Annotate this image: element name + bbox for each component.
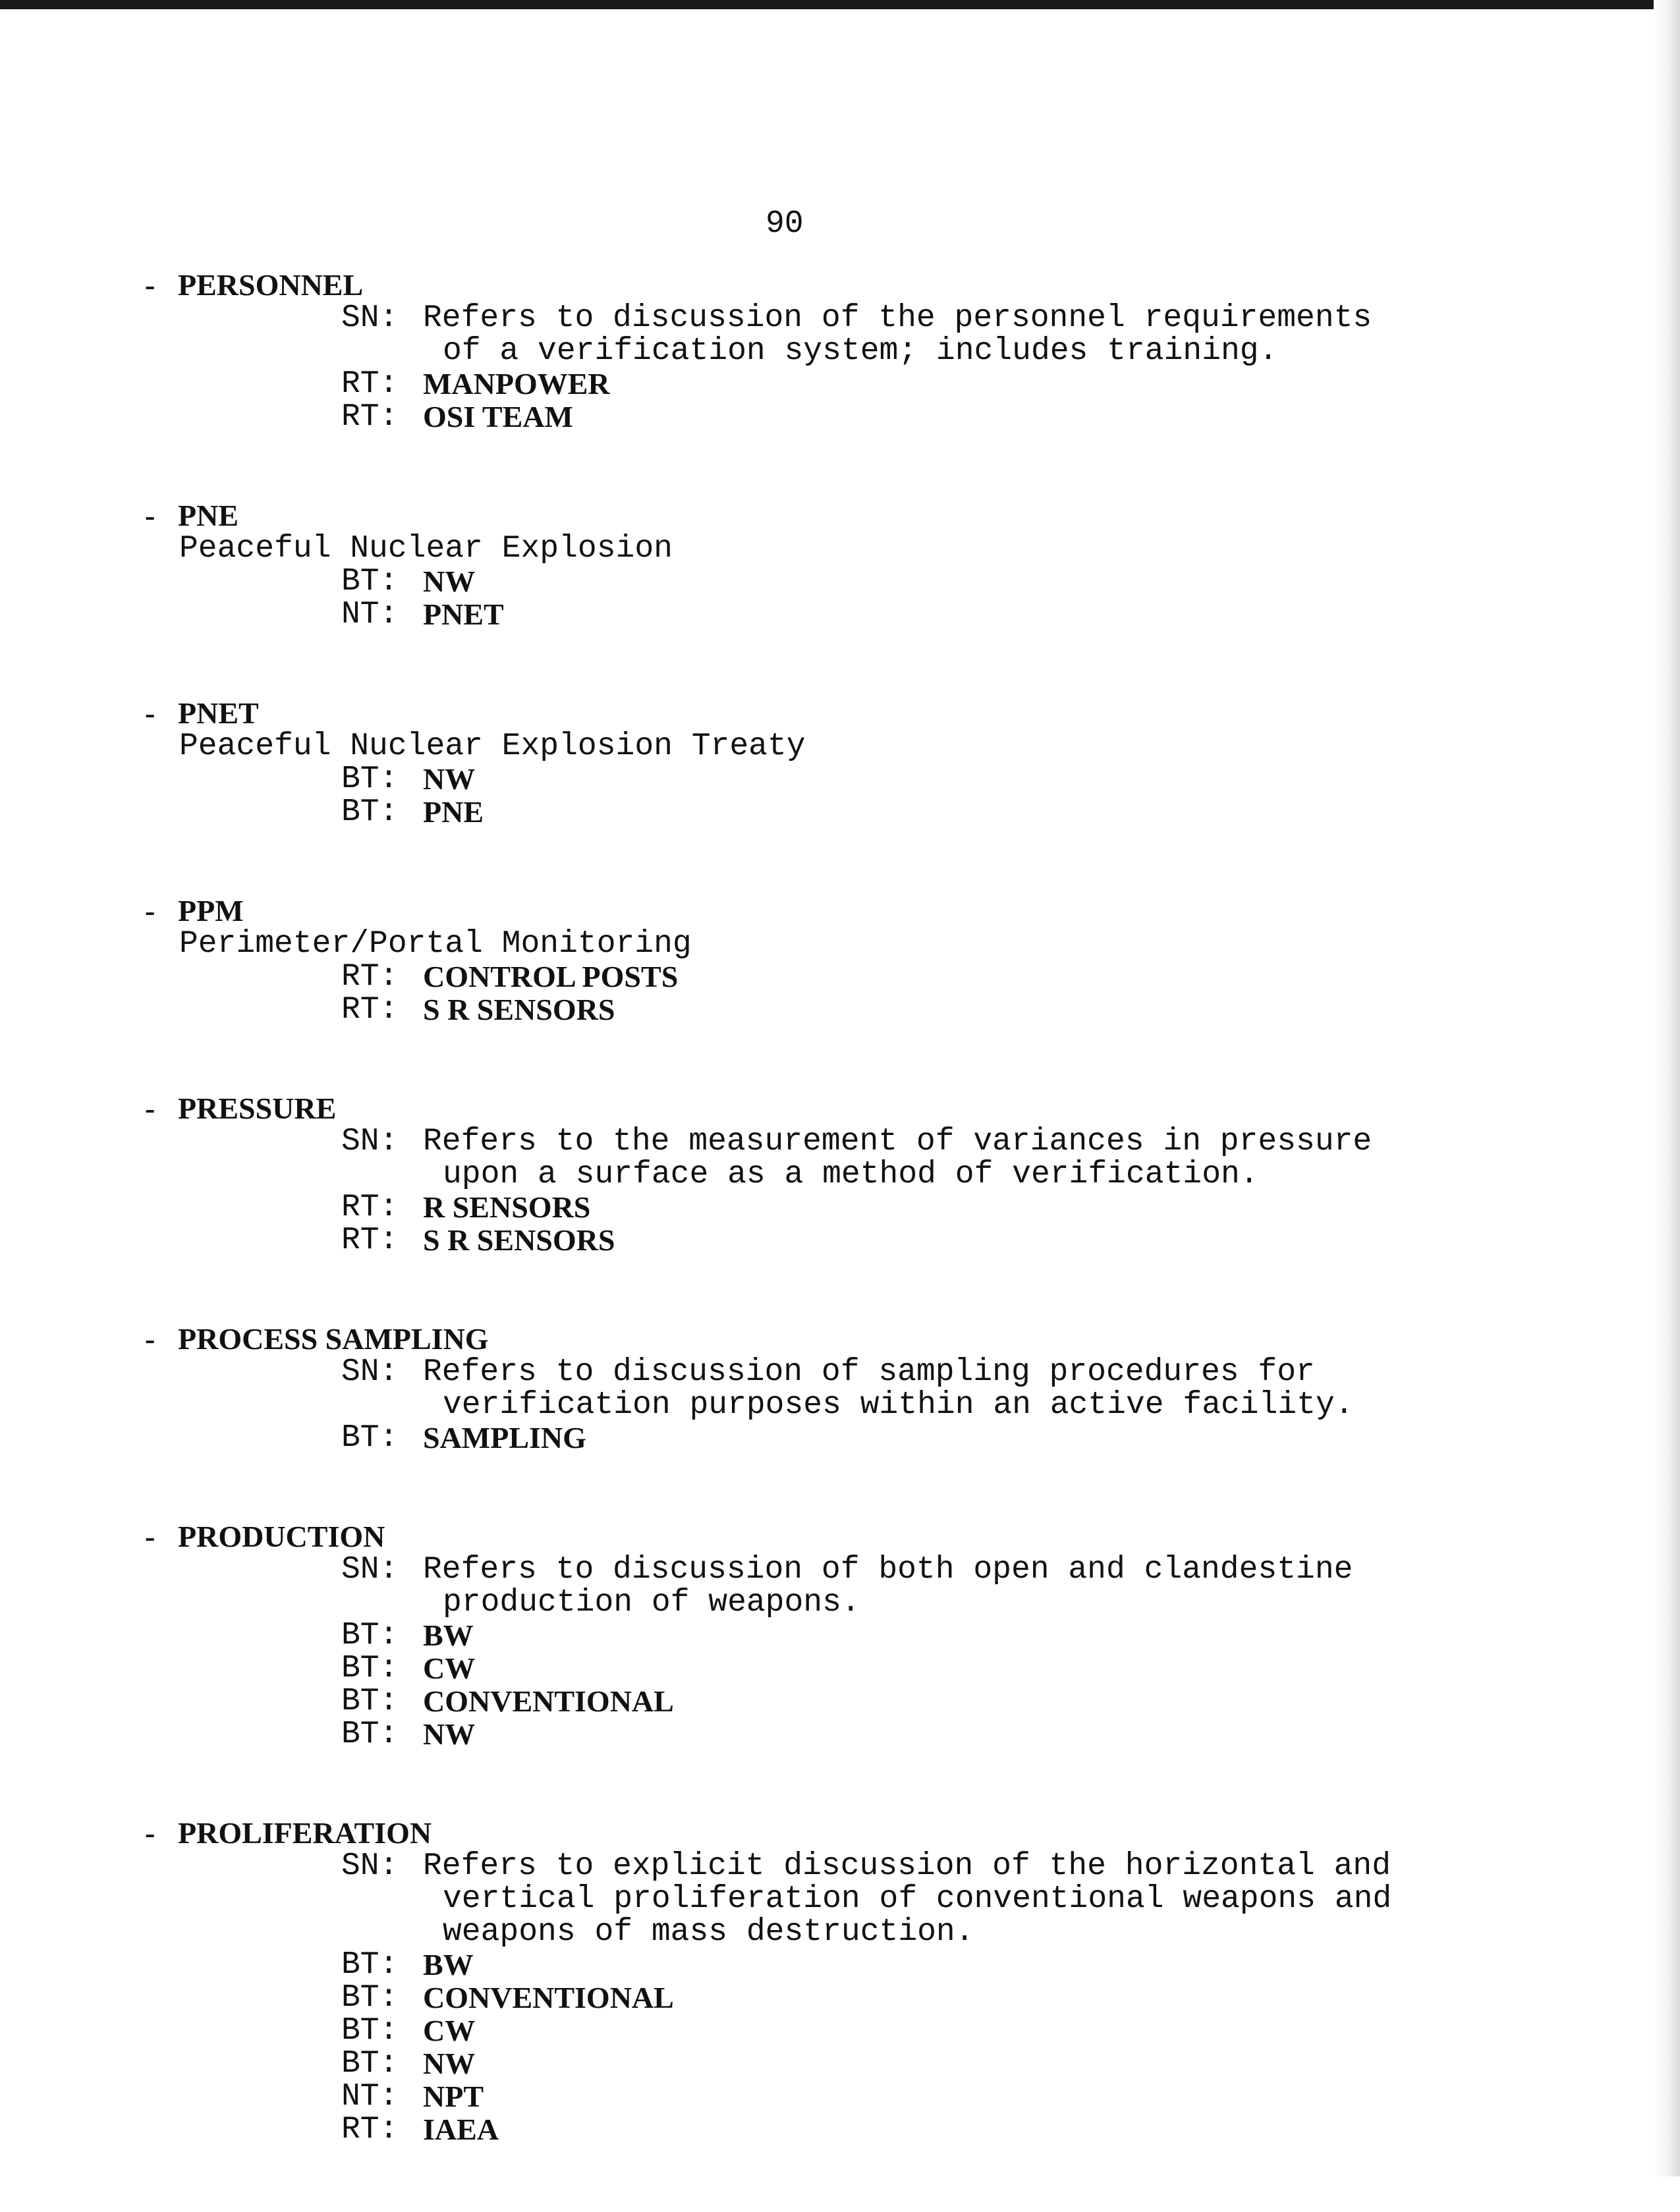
entry-term: PROLIFERATION [178, 1816, 432, 1850]
relation-term: CW [423, 2014, 476, 2047]
relation-code: BT: [341, 1947, 399, 1983]
thesaurus-entry [145, 1520, 1528, 1751]
relation-term: NW [423, 565, 476, 598]
relation-code: RT: [341, 1223, 399, 1258]
scan-right-edge [1654, 0, 1680, 2176]
relation-code: BT: [341, 2013, 399, 2049]
relation-line [145, 2113, 1528, 2146]
entry-heading [145, 1323, 1528, 1356]
relation-code: BT: [341, 1684, 399, 1719]
relation-code: NT: [341, 2079, 399, 2115]
relation-code: BT: [341, 564, 399, 599]
entry-heading [145, 697, 1528, 730]
relation-term: MANPOWER [423, 367, 610, 401]
relation-code: BT: [341, 1651, 399, 1686]
page-number: 90 [766, 206, 804, 242]
scope-note-line: of a verification system; includes training. [443, 333, 1278, 369]
entry-heading [145, 269, 1528, 302]
entry-term: PNET [178, 696, 259, 730]
relation-line [145, 1619, 1528, 1652]
scope-note-line: upon a surface as a method of verification. [443, 1157, 1259, 1192]
relation-line [145, 1652, 1528, 1685]
relation-term: BW [423, 1618, 474, 1652]
relation-line [145, 2014, 1528, 2047]
relation-line [145, 1949, 1528, 1981]
scope-note-code: SN: [341, 1354, 399, 1390]
relation-line [145, 1981, 1528, 2014]
scope-note-line: Refers to discussion of the personnel requirements [423, 300, 1372, 336]
entry-dash: - [145, 499, 155, 532]
entry-heading [145, 1520, 1528, 1553]
scope-note-line: production of weapons. [443, 1585, 860, 1620]
entry-term: PROCESS SAMPLING [178, 1322, 489, 1356]
scope-note-line: weapons of mass destruction. [443, 1914, 974, 1950]
relation-line [145, 1191, 1528, 1224]
entry-expansion: Perimeter/Portal Monitoring [179, 926, 692, 962]
relation-code: BT: [341, 1618, 399, 1653]
entry-dash: - [145, 1322, 155, 1356]
relation-line [145, 1422, 1528, 1454]
entry-dash: - [145, 268, 155, 302]
entry-term: PPM [178, 894, 244, 927]
relation-code: RT: [341, 992, 399, 1028]
thesaurus-entry [145, 895, 1528, 1026]
scope-note-line: Refers to explicit discussion of the horizontal and [423, 1848, 1391, 1884]
relation-code: BT: [341, 761, 399, 797]
relation-term: S R SENSORS [423, 993, 615, 1026]
relation-line [145, 565, 1528, 598]
thesaurus-entry [145, 697, 1528, 829]
relation-code: BT: [341, 1717, 399, 1752]
entry-expansion: Peaceful Nuclear Explosion [179, 531, 673, 567]
relation-line [145, 598, 1528, 631]
entry-expansion: Peaceful Nuclear Explosion Treaty [179, 729, 806, 764]
entry-dash: - [145, 696, 155, 730]
relation-code: RT: [341, 959, 399, 995]
relation-line [145, 1685, 1528, 1718]
relation-line [145, 796, 1528, 829]
relation-code: BT: [341, 2046, 399, 2082]
entry-term: PRESSURE [178, 1092, 337, 1125]
relation-term: CW [423, 1651, 476, 1685]
thesaurus-entries [145, 269, 1528, 2212]
relation-term: BW [423, 1948, 474, 1981]
relation-term: PNET [423, 597, 504, 631]
relation-line [145, 2080, 1528, 2113]
relation-term: IAEA [423, 2113, 499, 2146]
entry-dash: - [145, 1092, 155, 1125]
relation-term: CONVENTIONAL [423, 1981, 674, 2014]
entry-heading [145, 1092, 1528, 1125]
relation-line [145, 368, 1528, 401]
scope-note-code: SN: [341, 1848, 399, 1884]
relation-term: CONTROL POSTS [423, 960, 679, 993]
entry-dash: - [145, 894, 155, 927]
relation-term: NPT [423, 2080, 484, 2113]
scope-note-line: Refers to discussion of both open and clandestine [423, 1552, 1353, 1588]
relation-code: RT: [341, 366, 399, 402]
scope-note-code: SN: [341, 1124, 399, 1159]
scope-note [145, 1553, 1528, 1619]
entry-heading [145, 499, 1528, 532]
relation-line [145, 401, 1528, 433]
relation-code: RT: [341, 1190, 399, 1225]
scope-note [145, 1125, 1528, 1191]
relation-line [145, 993, 1528, 1026]
thesaurus-entry [145, 269, 1528, 433]
relation-line [145, 1224, 1528, 1257]
relation-term: S R SENSORS [423, 1223, 615, 1257]
scope-note-code: SN: [341, 300, 399, 336]
relation-term: NW [423, 762, 476, 796]
relation-term: SAMPLING [423, 1421, 586, 1454]
relation-code: BT: [341, 1420, 399, 1456]
thesaurus-entry [145, 1092, 1528, 1257]
relation-code: NT: [341, 597, 399, 632]
scope-note-line: Refers to discussion of sampling procedures for [423, 1354, 1315, 1390]
thesaurus-entry [145, 1817, 1528, 2146]
entry-term: PNE [178, 499, 238, 532]
entry-term: PERSONNEL [178, 268, 364, 302]
relation-line [145, 960, 1528, 993]
thesaurus-entry [145, 499, 1528, 631]
entry-heading [145, 895, 1528, 927]
relation-code: RT: [341, 2112, 399, 2147]
scope-note [145, 1850, 1528, 1949]
relation-code: BT: [341, 794, 399, 830]
scope-note [145, 1356, 1528, 1422]
relation-term: NW [423, 1717, 476, 1751]
relation-term: NW [423, 2047, 476, 2080]
scope-note-line: vertical proliferation of conventional weapons and [443, 1881, 1392, 1917]
entry-dash: - [145, 1520, 155, 1553]
relation-line [145, 1718, 1528, 1751]
relation-line [145, 763, 1528, 796]
relation-term: OSI TEAM [423, 400, 573, 433]
relation-code: BT: [341, 1980, 399, 2016]
entry-dash: - [145, 1816, 155, 1850]
relation-term: CONVENTIONAL [423, 1684, 674, 1718]
thesaurus-entry [145, 1323, 1528, 1454]
scope-note [145, 302, 1528, 368]
relation-term: PNE [423, 795, 484, 829]
scope-note-line: verification purposes within an active facility. [443, 1387, 1354, 1423]
entry-term: PRODUCTION [178, 1520, 385, 1553]
relation-line [145, 2047, 1528, 2080]
entry-heading [145, 1817, 1528, 1850]
scope-note-line: Refers to the measurement of variances in pressure [423, 1124, 1372, 1159]
scope-note-code: SN: [341, 1552, 399, 1588]
scan-top-edge [0, 0, 1680, 9]
relation-term: R SENSORS [423, 1190, 591, 1224]
relation-code: RT: [341, 399, 399, 435]
